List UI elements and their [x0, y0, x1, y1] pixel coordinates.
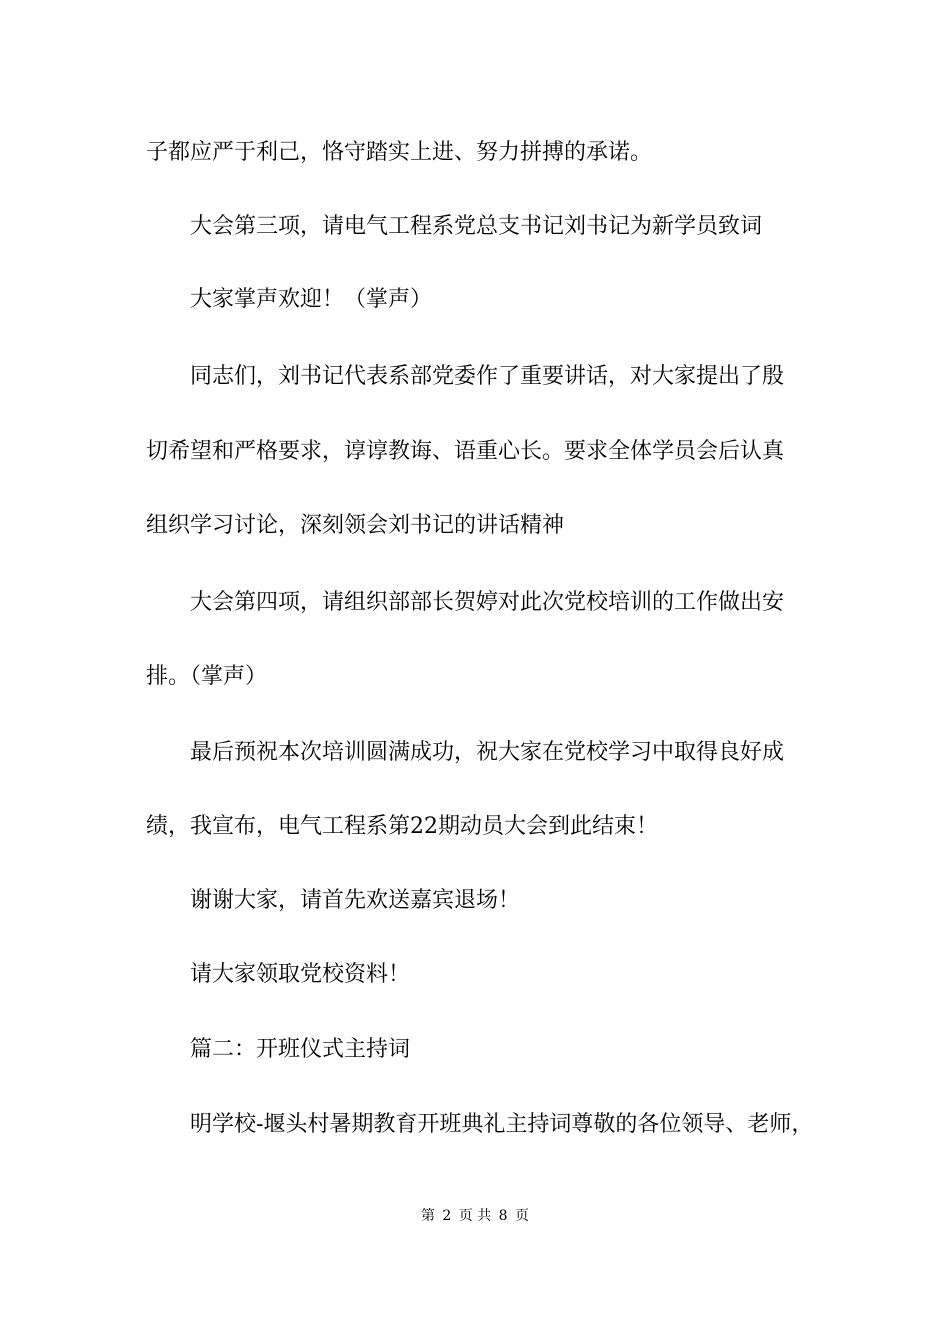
page-footer: [0, 1206, 950, 1226]
paragraph-line: 谢谢大家，请首先欢送嘉宾退场！: [190, 888, 521, 913]
paragraph-line: 子都应严于利己，恪守踏实上进、努力拼搏的承诺。: [146, 140, 653, 165]
paragraph-line: 明学校-堰头村暑期教育开班典礼主持词尊敬的各位领导、老师，: [190, 1112, 814, 1137]
footer-current-page: 2: [442, 1208, 452, 1224]
paragraph-line: 组织学习讨论，深刻领会刘书记的讲话精神: [146, 513, 565, 538]
footer-prefix: 第: [420, 1208, 435, 1224]
paragraph-line: 最后预祝本次培训圆满成功，祝大家在党校学习中取得良好成: [190, 740, 785, 765]
footer-total-pages: 8: [498, 1208, 508, 1224]
section-heading: 篇二：开班仪式主持词: [190, 1037, 411, 1062]
paragraph-line: 切希望和严格要求，谆谆教诲、语重心长。要求全体学员会后认真: [146, 439, 785, 464]
paragraph-line: 请大家领取党校资料！: [190, 962, 411, 987]
paragraph-line: 绩，我宣布，电气工程系第22期动员大会到此结束！: [146, 814, 658, 839]
paragraph-line: 大会第四项，请组织部部长贺婷对此次党校培训的工作做出安: [190, 590, 785, 615]
footer-middle: 页 共: [458, 1208, 492, 1224]
footer-suffix: 页: [515, 1208, 530, 1224]
paragraph-line: 排。（掌声）: [146, 664, 268, 689]
paragraph-line: 同志们，刘书记代表系部党委作了重要讲话，对大家提出了殷: [190, 364, 785, 389]
paragraph-line: 大家掌声欢迎！（掌声）: [190, 287, 433, 312]
paragraph-line: 大会第三项，请电气工程系党总支书记刘书记为新学员致词: [190, 214, 763, 239]
